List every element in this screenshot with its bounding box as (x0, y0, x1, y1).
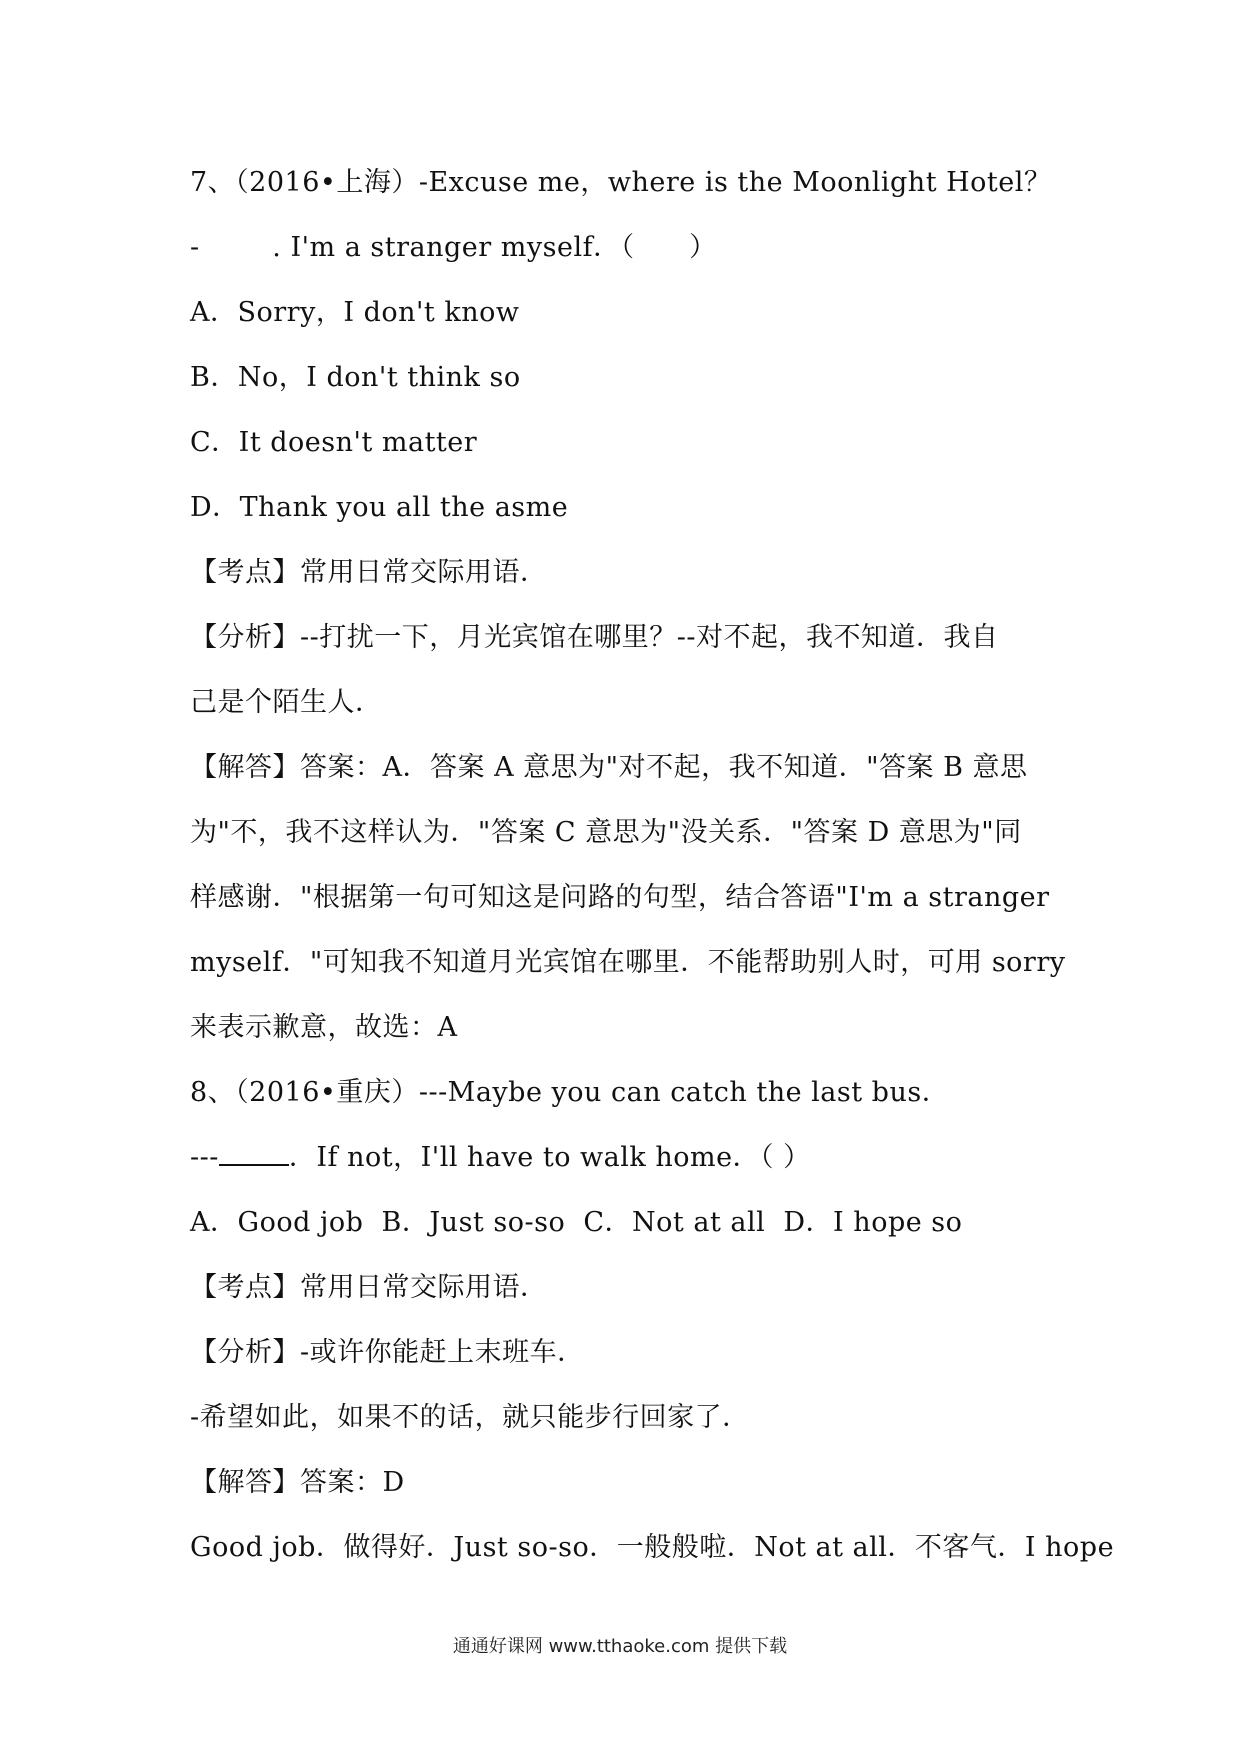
q8-jieda-line1: 【解答】答案：D (190, 1467, 405, 1498)
q8-kaodian: 【考点】常用日常交际用语． (190, 1272, 548, 1303)
q7-option-b: B．No，I don't think so (190, 362, 521, 393)
q7-jieda-line3: 样感谢．"根据第一句可知这是问路的句型，结合答语"I'm a stranger (190, 882, 1050, 913)
q7-option-a: A．Sorry，I don't know (190, 297, 520, 328)
q7-fenxi-line2: 己是个陌生人． (190, 687, 383, 718)
q8-stem: 8、（2016•重庆）---Maybe you can catch the last bus． (190, 1077, 950, 1108)
q7-jieda-line5: 来表示歉意，故选：A (190, 1012, 458, 1043)
page-footer: 通通好课网 www.tthaoke.com 提供下载 (452, 1636, 788, 1657)
q7-jieda-line2: 为"不，我不这样认为．"答案 C 意思为"没关系．"答案 D 意思为"同 (190, 817, 1022, 848)
document-body (190, 150, 1115, 1580)
q8-fenxi-line1: 【分析】-或许你能赶上末班车． (190, 1337, 585, 1368)
q7-option-c: C．It doesn't matter (190, 427, 478, 458)
q7-kaodian: 【考点】常用日常交际用语． (190, 557, 548, 588)
q8-options: A．Good job B．Just so-so C．Not at all D．I hope so (190, 1207, 963, 1238)
q7-dialog: - . I'm a stranger myself．（ ） (190, 232, 717, 263)
q8-dialog (190, 1125, 1060, 1190)
q7-jieda-line1: 【解答】答案：A．答案 A 意思为"对不起，我不知道．"答案 B 意思 (190, 752, 1028, 783)
q8-jieda-line2: Good job．做得好．Just so-so．一般般啦．Not at all．不客气．I hope (190, 1532, 1115, 1563)
q7-fenxi-line1: 【分析】--打扰一下，月光宾馆在哪里？--对不起，我不知道．我自 (190, 622, 999, 653)
q8-dialog-suffix: ．If not，I'll have to walk home．（ ） (288, 1142, 811, 1173)
q7-jieda-line4: myself．"可知我不知道月光宾馆在哪里．不能帮助别人时，可用 sorry (190, 947, 1066, 978)
answer-blank (219, 1144, 289, 1166)
q7-stem: 7、（2016•上海）-Excuse me，where is the Moonlight Hotel？ (190, 167, 1052, 198)
q8-fenxi-line2: -希望如此，如果不的话，就只能步行回家了． (190, 1402, 750, 1433)
q7-option-d: D．Thank you all the asme (190, 492, 569, 523)
q8-dialog-prefix: --- (190, 1142, 219, 1173)
